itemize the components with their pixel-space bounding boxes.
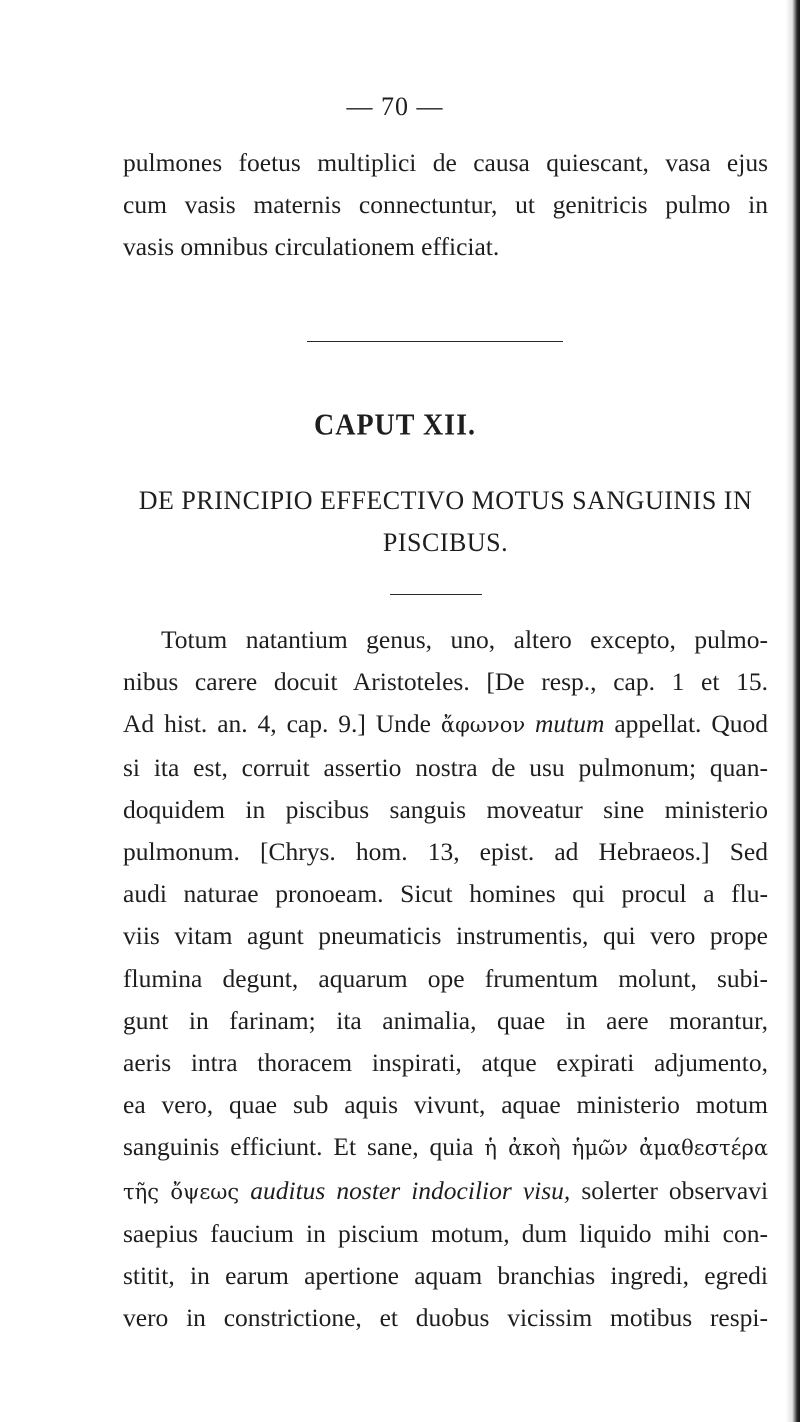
text-line: pulmonum. [Chrys. hom. 13, epist. ad Hebraeos.] Sed (123, 837, 768, 867)
text-line (123, 703, 768, 746)
text-line: cum vasis maternis connectuntur, ut genitricis pulmo in (123, 190, 768, 220)
italic-word: mutum (535, 709, 605, 739)
text-line: nibus carere docuit Aristoteles. [De resp., cap. 1 et 15. (123, 667, 768, 697)
text-line: pulmones foetus multiplici de causa quiescant, vasa ejus (123, 148, 768, 177)
text-segment: sanguinis efficiunt. Et sane, quia (123, 1132, 474, 1162)
chapter-heading (123, 480, 768, 564)
text-line: gunt in farinam; ita animalia, quae in aere morantur, (123, 1005, 768, 1035)
text-line (123, 1126, 768, 1169)
italic-phrase: auditus noster indocilior visu, (250, 1175, 571, 1205)
text-line: Totum natantium genus, uno, altero excepto, pulmo- (161, 625, 768, 654)
heading-line: DE PRINCIPIO EFFECTIVO MOTUS SANGUINIS IN (138, 486, 753, 515)
text-segment: Ad hist. an. 4, cap. 9.] Unde (123, 709, 432, 739)
page-number: — 70 — (346, 92, 444, 121)
text-line: si ita est, corruit assertio nostra de usu pulmonum; quan- (123, 752, 768, 782)
text-line: aeris intra thoracem inspirati, atque expirati adjumento, (123, 1048, 768, 1078)
text-line: doquidem in piscibus sanguis moveatur sine ministerio (123, 794, 768, 824)
heading-line: PISCIBUS. (382, 528, 509, 557)
text-line: flumina degunt, aquarum ope frumentum molunt, subi- (123, 963, 768, 993)
page-edge-shadow (786, 0, 800, 1422)
greek-phrase: ἡ ἀκοὴ ἡμῶν ἀμαθεστέρα (484, 1136, 768, 1161)
text-segment: solerter observavi (581, 1175, 769, 1205)
text-line: vero in constrictione, et duobus vicissim motibus respi- (123, 1303, 768, 1333)
text-line: saepius faucium in piscium motum, dum liquido mihi con- (123, 1218, 768, 1248)
text-line: viis vitam agunt pneumaticis instrumentis, qui vero prope (123, 921, 768, 951)
body-paragraph (123, 619, 768, 1339)
text-line (123, 1170, 768, 1213)
greek-word: ἄφωνον (440, 713, 526, 738)
text-line: stitit, in earum apertione aquam branchias ingredi, egredi (123, 1261, 768, 1291)
text-line: vasis omnibus circulationem efficiat. (123, 232, 500, 262)
heading-divider (390, 594, 482, 595)
text-segment: appellat. Quod (614, 709, 768, 739)
text-line: ea vero, quae sub aquis vivunt, aquae ministerio motum (123, 1090, 768, 1120)
top-paragraph (123, 142, 768, 269)
chapter-title: CAPUT XII. (314, 408, 476, 443)
greek-phrase: τῆς ὄψεως (123, 1179, 240, 1204)
text-line: audi naturae pronoeam. Sicut homines qui procul a flu- (123, 879, 768, 909)
section-divider (307, 341, 563, 342)
